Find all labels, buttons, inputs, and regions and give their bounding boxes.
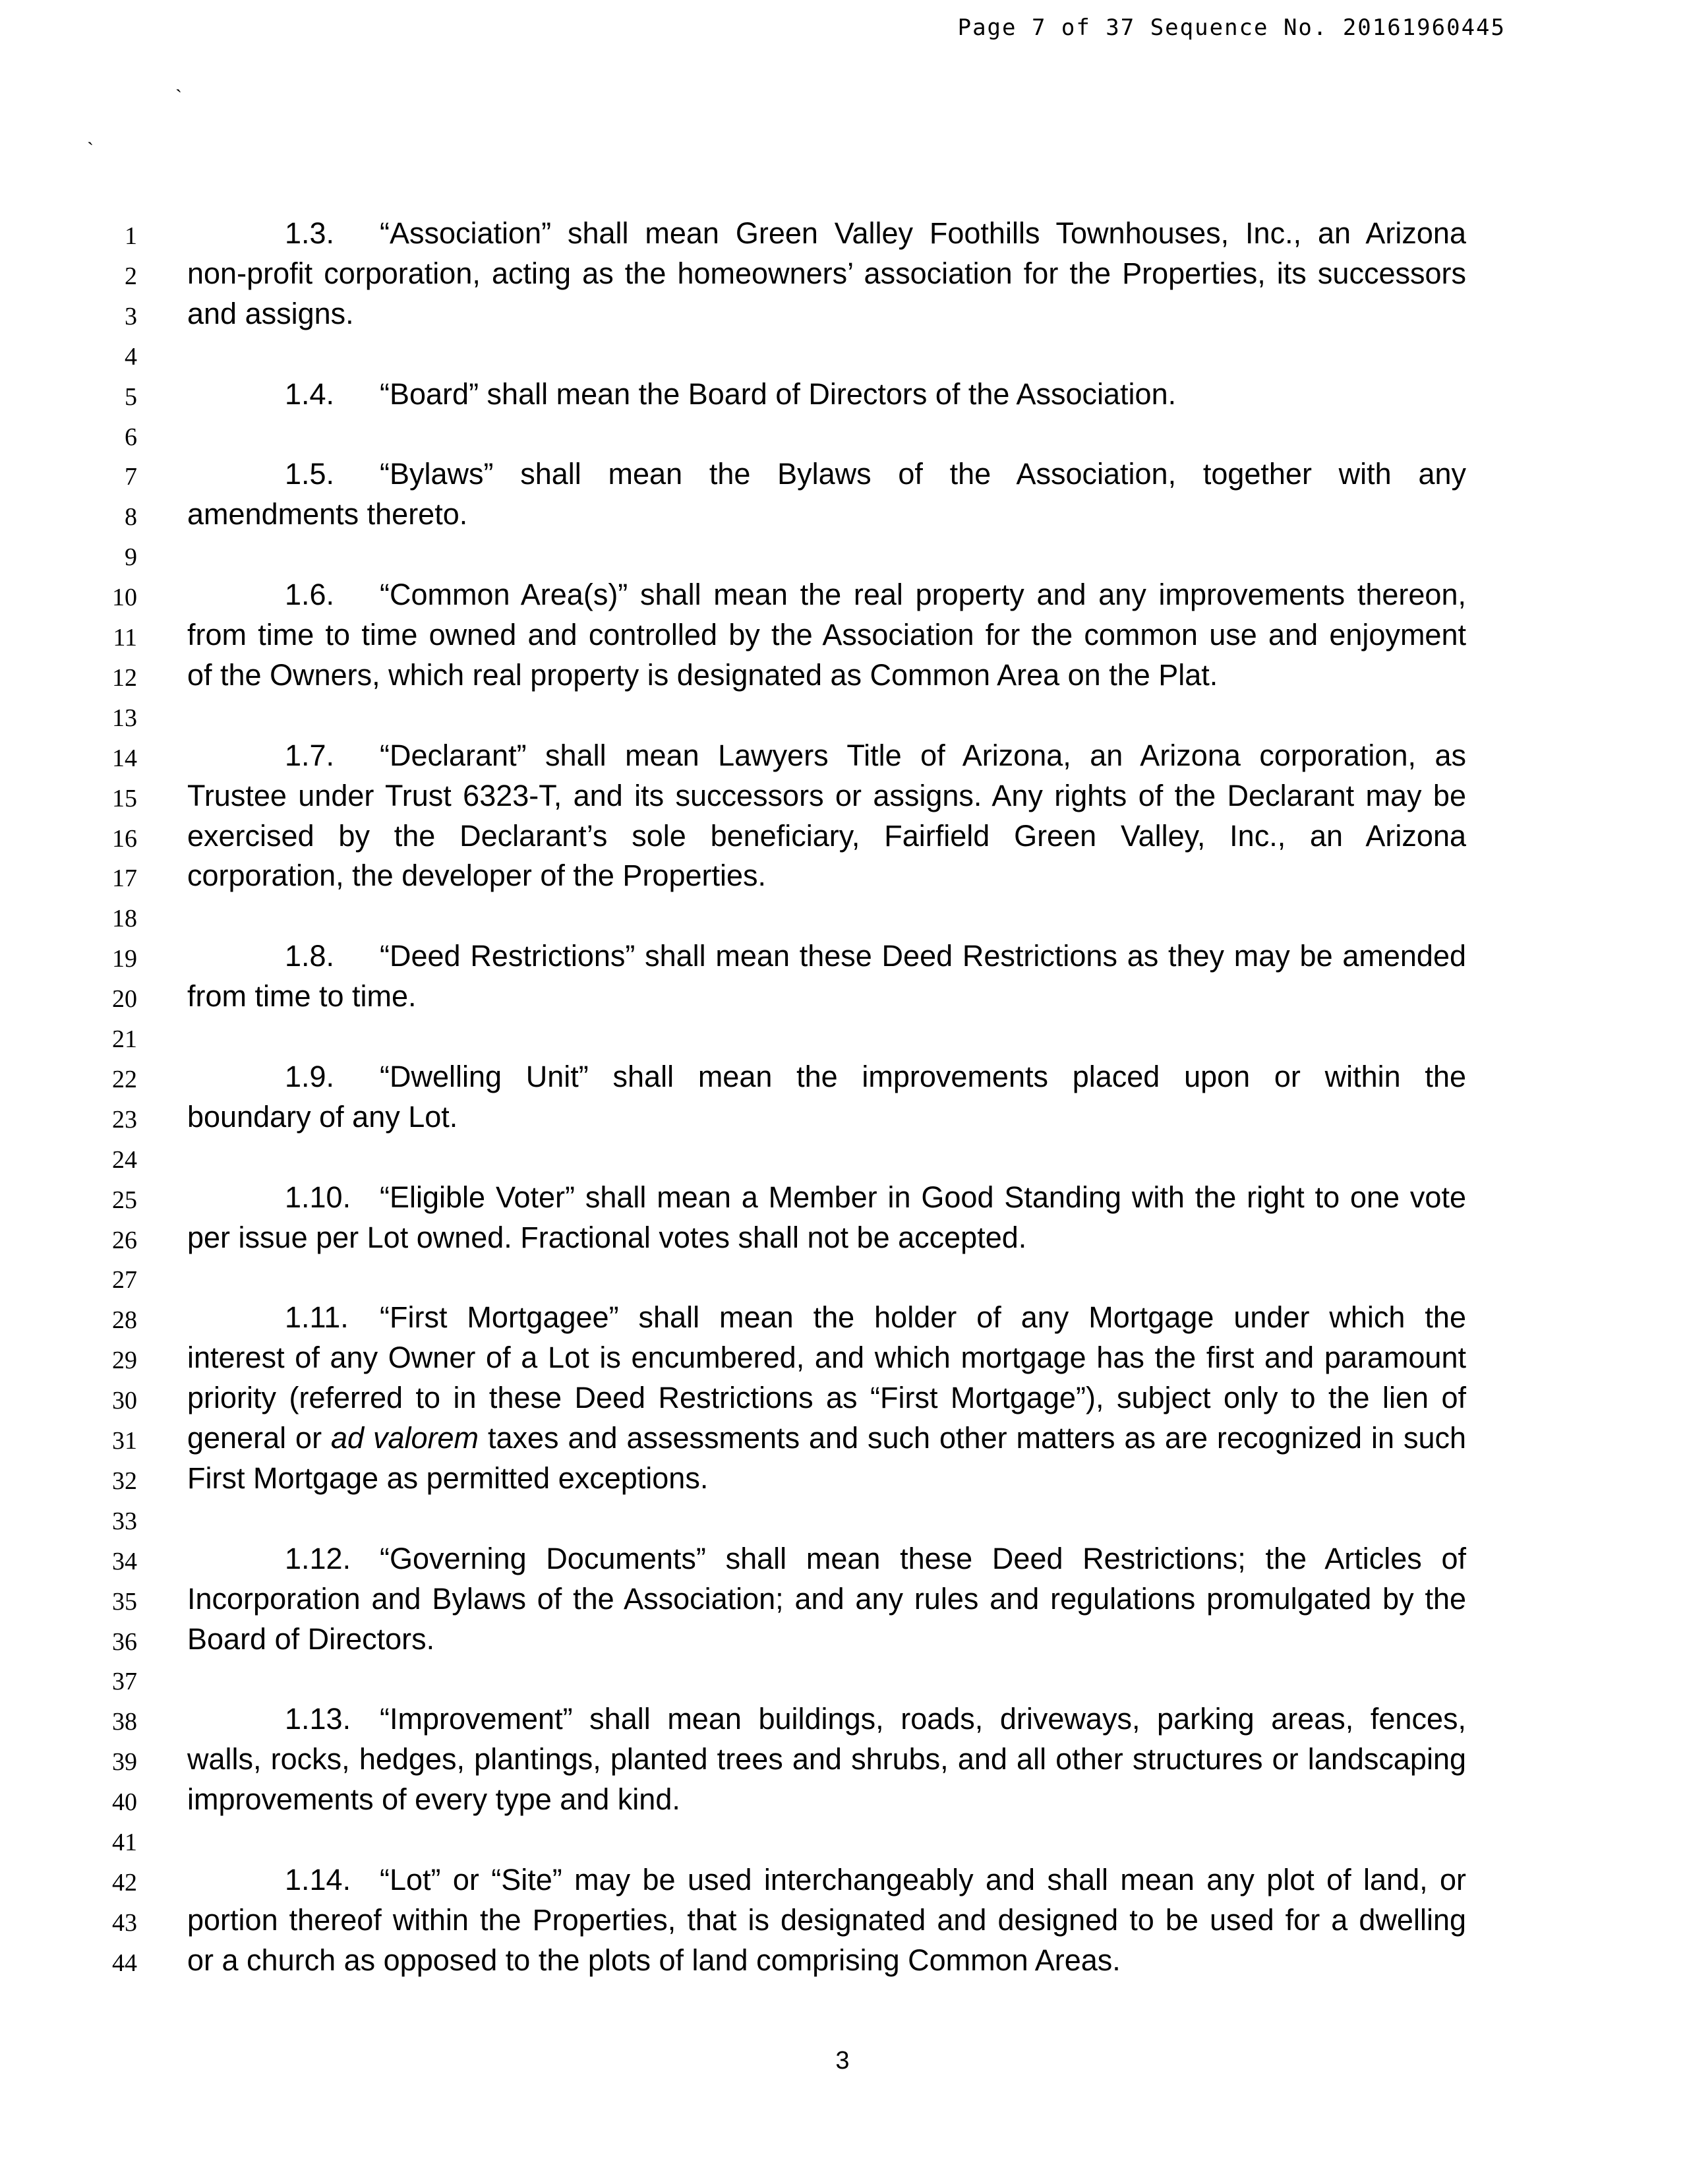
section-text: Board of Directors. bbox=[187, 1622, 435, 1656]
section-line bbox=[187, 254, 1466, 293]
section-number: 1.6. bbox=[285, 578, 335, 612]
section-number: 1.7. bbox=[285, 738, 335, 772]
line-number: 43 bbox=[112, 1908, 137, 1937]
section-text: “Board” shall mean the Board of Directors of the Association. bbox=[380, 377, 1177, 411]
section-number: 1.12. bbox=[285, 1541, 351, 1575]
section-text: walls, rocks, hedges, plantings, planted trees and shrubs, and all other structures or landscaping bbox=[187, 1742, 1466, 1776]
section-first-line bbox=[187, 1699, 1466, 1739]
line-number: 31 bbox=[112, 1427, 137, 1455]
line-number: 21 bbox=[112, 1025, 137, 1053]
section-text: improvements of every type and kind. bbox=[187, 1782, 680, 1817]
section-text: interest of any Owner of a Lot is encumbered, and which mortgage has the first and paramount bbox=[187, 1341, 1466, 1375]
section-number: 1.14. bbox=[285, 1862, 351, 1896]
section-text: exercised by the Declarant’s sole beneficiary, Fairfield Green Valley, Inc., an Arizona bbox=[187, 818, 1466, 853]
section-line bbox=[187, 1097, 1466, 1137]
line-number: 8 bbox=[125, 503, 137, 531]
section-text: First Mortgage as permitted exceptions. bbox=[187, 1461, 709, 1495]
section-number: 1.8. bbox=[285, 939, 335, 973]
section-text: portion thereof within the Properties, that is designated and designed to be used for a dwelling bbox=[187, 1902, 1466, 1937]
line-number: 32 bbox=[112, 1467, 137, 1495]
line-number: 19 bbox=[112, 945, 137, 973]
line-number: 14 bbox=[112, 744, 137, 772]
section-line bbox=[187, 294, 1466, 334]
section-text: corporation, the developer of the Properties. bbox=[187, 859, 767, 893]
line-number: 16 bbox=[112, 824, 137, 853]
line-number: 44 bbox=[112, 1949, 137, 1977]
line-number: 5 bbox=[125, 382, 137, 411]
section-first-line bbox=[187, 1298, 1466, 1337]
section-first-line bbox=[187, 214, 1466, 253]
section-text: of the Owners, which real property is designated as Common Area on the Plat. bbox=[187, 657, 1218, 692]
line-number: 23 bbox=[112, 1105, 137, 1134]
section-first-line bbox=[187, 736, 1466, 775]
section-line bbox=[187, 1620, 1466, 1659]
line-number: 6 bbox=[125, 423, 137, 451]
section-number: 1.10. bbox=[285, 1180, 351, 1214]
section-text: “Declarant” shall mean Lawyers Title of Arizona, an Arizona corporation, as bbox=[380, 738, 1466, 772]
line-number: 22 bbox=[112, 1065, 137, 1093]
section-text: general or ad valorem taxes and assessments and such other matters as are recognized in such bbox=[187, 1421, 1467, 1455]
section-first-line bbox=[187, 375, 1466, 414]
line-number: 29 bbox=[112, 1347, 137, 1375]
line-number: 42 bbox=[112, 1868, 137, 1896]
section-text: from time to time owned and controlled by the Association for the common use and enjoyment bbox=[187, 618, 1466, 652]
section-text: Trustee under Trust 6323-T, and its successors or assigns. Any rights of the Declarant may be bbox=[187, 778, 1466, 812]
section-line bbox=[187, 1579, 1466, 1619]
section-text: from time to time. bbox=[187, 979, 417, 1014]
section-line bbox=[187, 816, 1466, 856]
section-text: non-profit corporation, acting as the homeowners’ association for the Properties, its successors bbox=[187, 256, 1466, 290]
section-number: 1.4. bbox=[285, 377, 335, 411]
section-line bbox=[187, 1218, 1466, 1258]
section-text: “Association” shall mean Green Valley Foothills Townhouses, Inc., an Arizona bbox=[380, 216, 1466, 250]
line-number: 30 bbox=[112, 1387, 137, 1415]
section-number: 1.13. bbox=[285, 1702, 351, 1736]
section-number: 1.11. bbox=[285, 1300, 349, 1335]
line-number: 18 bbox=[112, 905, 137, 933]
line-number: 37 bbox=[112, 1668, 137, 1696]
line-number: 11 bbox=[113, 624, 137, 652]
line-number: 38 bbox=[112, 1708, 137, 1736]
line-number: 2 bbox=[125, 262, 137, 290]
page-number: 3 bbox=[835, 2047, 850, 2075]
section-text: priority (referred to in these Deed Restrictions as “First Mortgage”), subject only to the lien of bbox=[187, 1381, 1466, 1415]
scan-mark: ` bbox=[87, 138, 94, 160]
section-line bbox=[187, 655, 1466, 695]
section-text: boundary of any Lot. bbox=[187, 1099, 458, 1134]
section-line bbox=[187, 1740, 1466, 1779]
line-number: 9 bbox=[125, 543, 137, 572]
line-number: 15 bbox=[112, 784, 137, 812]
section-line bbox=[187, 1941, 1466, 1980]
section-text: and assigns. bbox=[187, 296, 354, 330]
line-number: 27 bbox=[112, 1266, 137, 1294]
line-number: 39 bbox=[112, 1748, 137, 1776]
section-text: “Common Area(s)” shall mean the real property and any improvements thereon, bbox=[380, 578, 1466, 612]
line-number: 25 bbox=[112, 1186, 137, 1214]
page-sequence-header: Page 7 of 37 Sequence No. 20161960445 bbox=[957, 15, 1506, 41]
section-line bbox=[187, 776, 1466, 816]
section-line bbox=[187, 977, 1466, 1016]
line-number: 28 bbox=[112, 1306, 137, 1335]
section-line bbox=[187, 1378, 1466, 1418]
section-first-line bbox=[187, 575, 1466, 615]
section-text: “Improvement” shall mean buildings, roads, driveways, parking areas, fences, bbox=[380, 1702, 1466, 1736]
section-text: “Governing Documents” shall mean these Deed Restrictions; the Articles of bbox=[380, 1541, 1466, 1575]
section-line bbox=[187, 856, 1466, 895]
line-number: 17 bbox=[112, 864, 137, 893]
line-number: 20 bbox=[112, 985, 137, 1014]
section-line bbox=[187, 1418, 1466, 1458]
section-first-line bbox=[187, 1860, 1466, 1900]
line-number: 33 bbox=[112, 1507, 137, 1535]
section-line bbox=[187, 1338, 1466, 1378]
section-line bbox=[187, 1459, 1466, 1498]
line-number: 10 bbox=[112, 584, 137, 612]
line-number: 1 bbox=[125, 222, 137, 250]
line-number: 41 bbox=[112, 1829, 137, 1856]
section-line bbox=[187, 1900, 1466, 1940]
scan-mark: ` bbox=[175, 86, 182, 107]
section-number: 1.9. bbox=[285, 1059, 335, 1093]
line-number: 13 bbox=[112, 704, 137, 732]
section-text: or a church as opposed to the plots of land comprising Common Areas. bbox=[187, 1943, 1121, 1977]
section-first-line bbox=[187, 1539, 1466, 1579]
section-text: “Eligible Voter” shall mean a Member in Good Standing with the right to one vote bbox=[380, 1180, 1466, 1214]
line-number: 24 bbox=[112, 1145, 137, 1174]
section-text: Incorporation and Bylaws of the Association; and any rules and regulations promulgated by the bbox=[187, 1581, 1466, 1616]
line-number: 4 bbox=[125, 342, 137, 371]
section-text: amendments thereto. bbox=[187, 497, 468, 531]
section-text: “First Mortgagee” shall mean the holder of any Mortgage under which the bbox=[380, 1300, 1466, 1335]
section-first-line bbox=[187, 454, 1466, 494]
section-text: per issue per Lot owned. Fractional votes shall not be accepted. bbox=[187, 1220, 1027, 1254]
line-number: 26 bbox=[112, 1226, 137, 1254]
section-line bbox=[187, 615, 1466, 655]
section-line bbox=[187, 1780, 1466, 1819]
section-first-line bbox=[187, 1057, 1466, 1097]
section-line bbox=[187, 495, 1466, 534]
line-number: 34 bbox=[112, 1547, 137, 1575]
line-number: 40 bbox=[112, 1788, 137, 1817]
line-number: 3 bbox=[125, 302, 137, 330]
section-number: 1.3. bbox=[285, 216, 335, 250]
section-number: 1.5. bbox=[285, 457, 335, 491]
section-text: “Deed Restrictions” shall mean these Deed Restrictions as they may be amended bbox=[380, 939, 1466, 973]
line-number: 7 bbox=[125, 463, 137, 491]
line-number: 35 bbox=[112, 1587, 137, 1616]
section-first-line bbox=[187, 1178, 1466, 1217]
section-text: “Lot” or “Site” may be used interchangeably and shall mean any plot of land, or bbox=[380, 1862, 1466, 1896]
line-number: 36 bbox=[112, 1627, 137, 1656]
section-first-line bbox=[187, 936, 1466, 976]
line-number: 12 bbox=[112, 663, 137, 692]
section-text: “Dwelling Unit” shall mean the improvements placed upon or within the bbox=[380, 1059, 1466, 1093]
section-text: “Bylaws” shall mean the Bylaws of the Association, together with any bbox=[380, 457, 1466, 491]
